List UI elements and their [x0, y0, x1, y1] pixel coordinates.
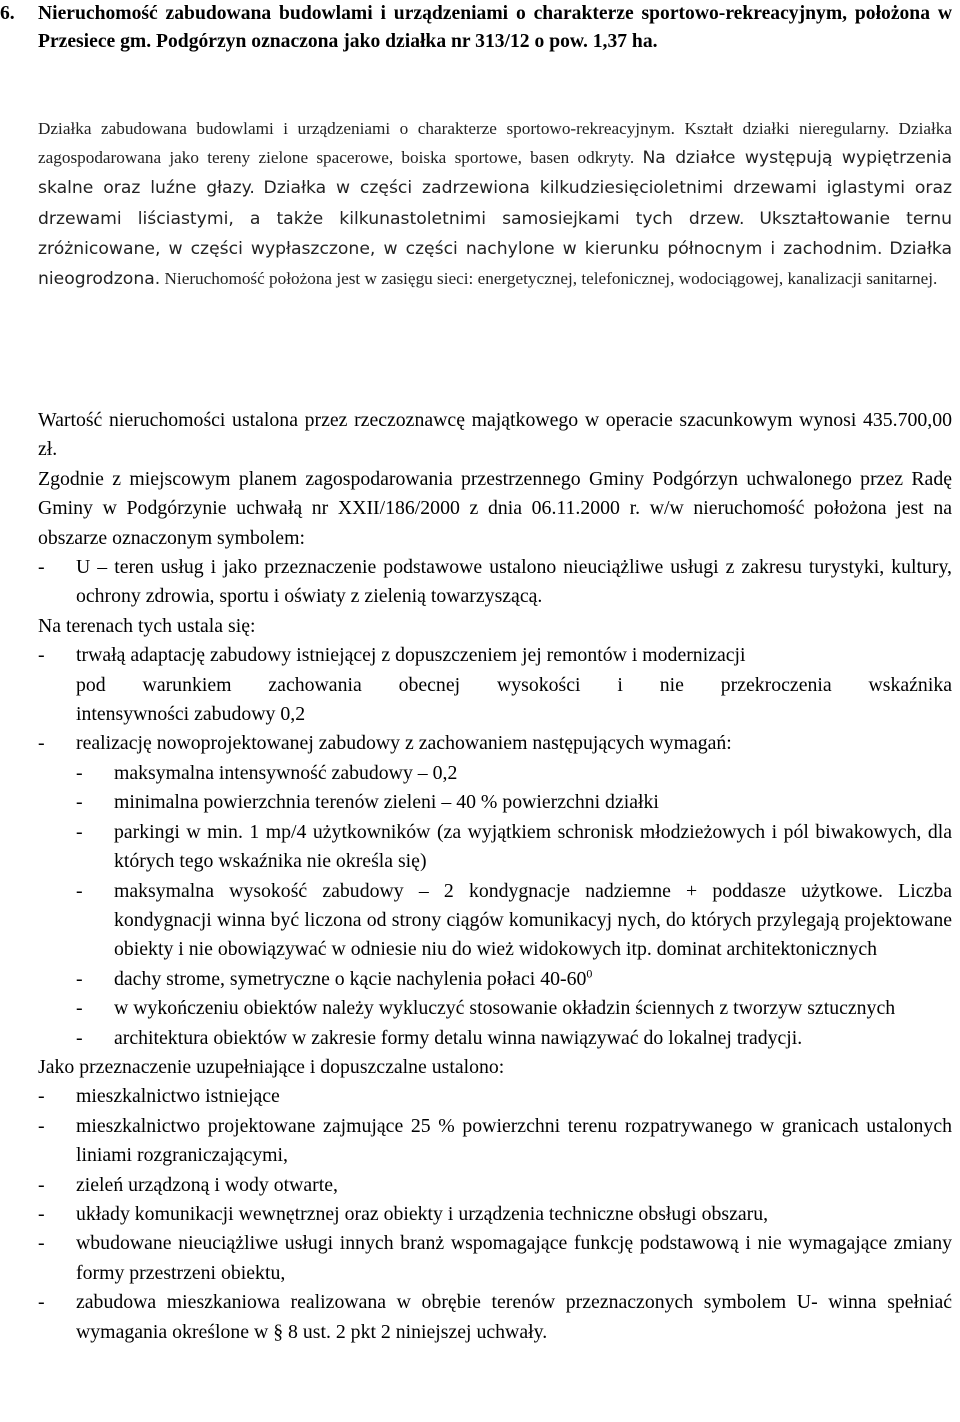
bullet-dash: - — [38, 1291, 45, 1314]
supplementary-item — [38, 1112, 952, 1171]
terms-item-continuation: intensywności zabudowy 0,2 — [76, 703, 306, 726]
section-heading — [0, 0, 952, 56]
supplementary-item — [38, 1200, 952, 1229]
bullet-dash: - — [38, 1232, 45, 1255]
bullet-dash: - — [76, 761, 83, 784]
description-sentence: Działka nieogrodzona. — [38, 238, 953, 290]
bullet-dash: - — [38, 732, 45, 755]
supplementary-intro: Jako przeznaczenie uzupełniające i dopuszczalne ustalono: — [38, 1055, 505, 1078]
description-sentence: Działka zagospodarowana jako tereny zielone spacerowe, boiska sportowe, basen odkryty. — [38, 119, 952, 168]
requirement-text: minimalna powierzchnia terenów zieleni – 40 % powierzchni działki — [114, 791, 659, 814]
bullet-dash: - — [38, 1173, 45, 1196]
supplementary-item — [38, 1229, 952, 1288]
supplementary-text: mieszkalnictwo projektowane zajmujące 25 % powierzchni terenu rozpatrywanego w granicach ustalonych liniami rozgraniczającymi, — [76, 1114, 952, 1167]
bullet-dash: - — [38, 1114, 45, 1137]
bullet-dash: - — [38, 1085, 45, 1108]
supplementary-item — [38, 1171, 952, 1200]
bullet-dash: - — [38, 644, 45, 667]
requirement-item — [38, 759, 952, 788]
requirement-text: w wykończeniu obiektów należy wykluczyć stosowanie okładzin ściennych z tworzyw sztucznych — [114, 997, 896, 1020]
requirement-text: maksymalna wysokość zabudowy – 2 kondygnacje nadziemne + poddasze użytkowe. Liczba kondygnacji winna być liczona od strony ciągów komunikacyj nych, do których przylegają projektowane obiekty i nie obowiązywać w odniesie niu do wież widokowych itp. dominat architektonicznych — [114, 879, 952, 961]
legal-body — [38, 406, 952, 1347]
description-sentence: Kształt działki nieregularny. — [684, 119, 890, 138]
valuation-paragraph: Wartość nieruchomości ustalona przez rzeczoznawcę majątkowego w operacie szacunkowym wynosi 435.700,00 zł. — [38, 409, 952, 461]
requirement-item — [38, 818, 952, 877]
bullet-dash: - — [38, 1202, 45, 1225]
requirement-text: maksymalna intensywność zabudowy – 0,2 — [114, 761, 458, 784]
bullet-dash: - — [38, 556, 45, 579]
requirement-item — [38, 994, 952, 1023]
supplementary-item — [38, 1082, 952, 1111]
zoning-plan-paragraph: Zgodnie z miejscowym planem zagospodarowania przestrzennego Gminy Podgórzyn uchwalonego przez Radę Gminy w Podgórzynie uchwałą nr XXII/186/2000 z dnia 06.11.2000 r. w/w nieruchomość położona jest na obszarze oznaczonym symbolem: — [38, 467, 952, 549]
description-sentence: Na działce występują wypiętrzenia skalne oraz luźne głazy. — [38, 148, 952, 199]
supplementary-text: zabudowa mieszkaniowa realizowana w obrębie terenów przeznaczonych symbolem U- winna spełniać wymagania określone w § 8 ust. 2 pkt 2 niniejszej uchwały. — [76, 1291, 952, 1343]
requirement-item — [38, 877, 952, 965]
supplementary-text: mieszkalnictwo istniejące — [76, 1085, 280, 1108]
requirement-text: dachy strome, symetryczne o kącie nachylenia połaci 40-60 — [114, 967, 587, 990]
u-symbol-item — [38, 553, 952, 612]
supplementary-text: zieleń urządzoną i wody otwarte, — [76, 1173, 338, 1196]
bullet-dash: - — [76, 820, 83, 843]
description-sentence: Działka zabudowana budowlami i urządzeniami o charakterze sportowo-rekreacyjnym. — [38, 119, 675, 138]
degree-superscript: 0 — [586, 966, 593, 981]
requirement-text: architektura obiektów w zakresie formy detalu winna nawiązywać do lokalnej tradycji. — [114, 1026, 803, 1049]
terms-item-continuation: pod warunkiem zachowania obecnej wysokości i nie przekroczenia wskaźnika — [76, 673, 952, 696]
requirement-text: parkingi w min. 1 mp/4 użytkowników (za wyjątkiem schronisk młodzieżowych i pól biwakowych, dla których tego wskaźnika nie określa się) — [114, 820, 952, 873]
section-number: 6. — [0, 3, 15, 24]
description-sentence: Nieruchomość położona jest w zasięgu sieci: energetycznej, telefonicznej, wodociągowej, kanalizacji sanitarnej. — [164, 269, 938, 289]
bullet-dash: - — [76, 967, 83, 990]
terms-intro: Na terenach tych ustala się: — [38, 614, 256, 637]
bullet-dash: - — [76, 791, 83, 814]
bullet-dash: - — [76, 997, 83, 1020]
supplementary-text: wbudowane nieuciążliwe usługi innych branż wspomagające funkcję podstawową i nie wymagające zmiany formy przestrzeni obiektu, — [76, 1232, 952, 1284]
description-sentence: Działka w części zadrzewiona kilkudziesięcioletnimi drzewami iglastymi oraz drzewami liściastymi, a także kilkunastoletnimi samosiejkami tych drzew. — [38, 178, 952, 229]
u-symbol-text: U – teren usług i jako przeznaczenie podstawowe ustalono nieuciążliwe usługi z zakresu turystyki, kultury, ochrony zdrowia, sportu i oświaty z zielenią towarzyszącą. — [76, 556, 952, 608]
requirement-item — [38, 788, 952, 817]
supplementary-text: układy komunikacji wewnętrznej oraz obiekty i urządzenia techniczne obsługi obszaru, — [76, 1202, 769, 1225]
requirement-item — [38, 1024, 952, 1053]
terms-item-text: realizację nowoprojektowanej zabudowy z zachowaniem następujących wymagań: — [76, 732, 732, 755]
plot-description — [38, 114, 952, 294]
requirement-item — [38, 965, 952, 994]
terms-item — [38, 641, 952, 670]
supplementary-item — [38, 1288, 952, 1347]
terms-item — [38, 729, 952, 758]
terms-item-text: trwałą adaptację zabudowy istniejącej z dopuszczeniem jej remontów i modernizacji — [76, 644, 746, 667]
section-title: Nieruchomość zabudowana budowlami i urządzeniami o charakterze sportowo-rekreacyjnym, położona w Przesiece gm. Podgórzyn oznaczona jako działka nr 313/12 o pow. 1,37 ha. — [38, 3, 952, 52]
bullet-dash: - — [76, 879, 83, 902]
description-sentence: Ukształtowanie ternu zróżnicowane, w części wypłaszczone, w części nachylone w kierunku północnym i zachodnim. — [38, 208, 952, 259]
bullet-dash: - — [76, 1026, 83, 1049]
